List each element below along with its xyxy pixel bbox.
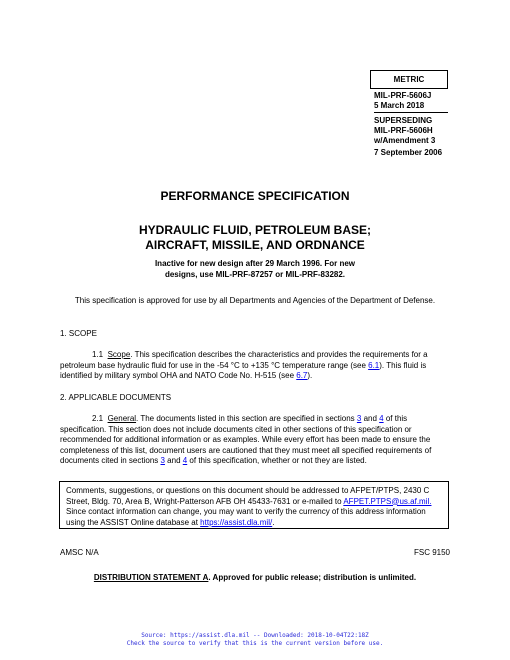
scope-para-number: 1.1: [92, 350, 104, 359]
inactive-notice: [0, 258, 510, 280]
spec-type-title: PERFORMANCE SPECIFICATION: [160, 189, 350, 203]
applicable-documents-paragraph: 2.1 General. The documents listed in this section are specified in sections 3 and 4 of this specification. This section does not include documents cited in other sections of this specification or recommended for additional information or as examples. While every effort has been made to ensure the completeness of this list, document users are cautioned that they must meet all specified requirements of documents cited in sections 3 and 4 of this specification, whether or not they are listed.: [60, 414, 432, 465]
applicable-para-title: General: [107, 414, 137, 423]
amsc-code: AMSC N/A: [60, 548, 99, 557]
document-id: MIL-PRF-5606J: [374, 91, 432, 100]
metric-label: METRIC: [370, 70, 448, 89]
fsc-code: FSC 9150: [413, 548, 450, 557]
comments-box: Comments, suggestions, or questions on this document should be addressed to AFPET/PTPS, 2430 C Street, Bldg. 70, Area B, Wright-Patterson AFB OH 45433-7631 or e-mailed to AFPET.PTPS@us.af.mil. Since contact information can change, you may want to verify the currency of this address information using the ASSIST Online database at https://assist.dla.mil/.: [59, 481, 449, 529]
source-footer: [0, 632, 510, 648]
assist-database-link[interactable]: https://assist.dla.mil/: [200, 517, 273, 527]
applicable-documents-heading: 2. APPLICABLE DOCUMENTS: [60, 393, 172, 402]
distribution-statement: [0, 573, 510, 582]
scope-heading: 1. SCOPE: [60, 329, 97, 338]
header-divider: [374, 112, 448, 113]
inactive-notice-line2: designs, use MIL-PRF-87257 or MIL-PRF-83282.: [164, 270, 346, 279]
amendment-label: w/Amendment 3: [374, 136, 436, 145]
distribution-text: . Approved for public release; distribution is unlimited.: [208, 573, 417, 582]
document-title: [0, 223, 510, 253]
scope-ref-6-7-link[interactable]: 6.7: [296, 371, 308, 380]
superseded-date: 7 September 2006: [374, 148, 443, 157]
document-date: 5 March 2018: [374, 101, 425, 110]
section-4-link-second[interactable]: 4: [182, 456, 188, 465]
contact-email-link[interactable]: AFPET.PTPS@us.af.mil.: [343, 496, 432, 506]
source-footer-line1: Source: https://assist.dla.mil -- Downloaded: 2018-10-04T22:18Z: [141, 632, 369, 639]
distribution-label: DISTRIBUTION STATEMENT A: [93, 573, 209, 582]
section-3-link[interactable]: 3: [356, 414, 362, 423]
applicable-para-number: 2.1: [92, 414, 104, 423]
section-3-link-second[interactable]: 3: [160, 456, 165, 465]
scope-paragraph: 1.1 Scope. This specification describes the characteristics and provides the requirements for a petroleum base hydraulic fluid for use in the -54 °C to +135 °C temperature range (see 6.1). This fluid is identified by military symbol OHA and NATO Code No. H-515 (see 6.7).: [60, 350, 428, 380]
approval-statement: This specification is approved for use by all Departments and Agencies of the Department of Defense.: [74, 296, 436, 305]
section-4-link[interactable]: 4: [379, 414, 384, 423]
document-title-line1: HYDRAULIC FLUID, PETROLEUM BASE;: [139, 223, 371, 237]
inactive-notice-line1: Inactive for new design after 29 March 1996. For new: [154, 259, 356, 268]
document-title-line2: AIRCRAFT, MISSILE, AND ORDNANCE: [145, 238, 365, 252]
scope-ref-6-1-link[interactable]: 6.1: [368, 360, 380, 370]
source-footer-line2: Check the source to verify that this is the current version before use.: [126, 640, 384, 647]
superseded-document-id: MIL-PRF-5606H: [374, 126, 433, 135]
scope-para-title: Scope: [107, 350, 131, 359]
superseding-label: SUPERSEDING: [374, 116, 433, 125]
